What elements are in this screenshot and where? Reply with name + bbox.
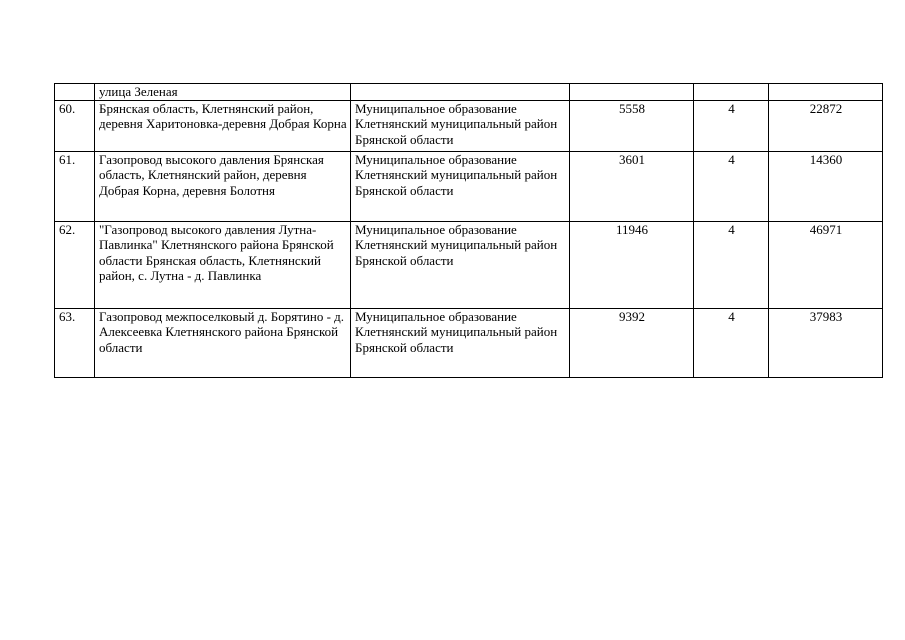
registry-table	[54, 83, 883, 378]
value-cell-col6: 14360	[769, 151, 883, 221]
value-cell-col5	[694, 84, 769, 101]
table-row	[55, 151, 883, 221]
value-cell-col4: 3601	[570, 151, 694, 221]
value-cell-col5: 4	[694, 100, 769, 151]
owner-cell: Муниципальное образование Клетнянский муниципальный район Брянской области	[351, 151, 570, 221]
object-name-cell: Брянская область, Клетнянский район, деревня Харитоновка-деревня Добрая Корна	[95, 100, 351, 151]
row-number-cell: 62.	[55, 221, 95, 308]
row-number-cell	[55, 84, 95, 101]
value-cell-col4: 11946	[570, 221, 694, 308]
value-cell-col6: 37983	[769, 308, 883, 377]
object-name-cell: "Газопровод высокого давления Лутна- Павлинка" Клетнянского района Брянской области Брянская область, Клетнянский район, с. Лутна - д. Павлинка	[95, 221, 351, 308]
table-row-continuation	[55, 84, 883, 101]
object-name-cell: Газопровод межпоселковый д. Борятино - д. Алексеевка Клетнянского района Брянской области	[95, 308, 351, 377]
object-name-cell: улица Зеленая	[95, 84, 351, 101]
value-cell-col5: 4	[694, 308, 769, 377]
row-number-cell: 61.	[55, 151, 95, 221]
value-cell-col6: 46971	[769, 221, 883, 308]
row-number-cell: 63.	[55, 308, 95, 377]
owner-cell	[351, 84, 570, 101]
value-cell-col4	[570, 84, 694, 101]
table-row	[55, 221, 883, 308]
row-number-cell: 60.	[55, 100, 95, 151]
owner-cell: Муниципальное образование Клетнянский муниципальный район Брянской области	[351, 221, 570, 308]
value-cell-col5: 4	[694, 221, 769, 308]
value-cell-col6	[769, 84, 883, 101]
object-name-cell: Газопровод высокого давления Брянская область, Клетнянский район, деревня Добрая Корна, деревня Болотня	[95, 151, 351, 221]
value-cell-col4: 9392	[570, 308, 694, 377]
table-row	[55, 308, 883, 377]
value-cell-col4: 5558	[570, 100, 694, 151]
owner-cell: Муниципальное образование Клетнянский муниципальный район Брянской области	[351, 308, 570, 377]
value-cell-col5: 4	[694, 151, 769, 221]
value-cell-col6: 22872	[769, 100, 883, 151]
table-row	[55, 100, 883, 151]
owner-cell: Муниципальное образование Клетнянский муниципальный район Брянской области	[351, 100, 570, 151]
